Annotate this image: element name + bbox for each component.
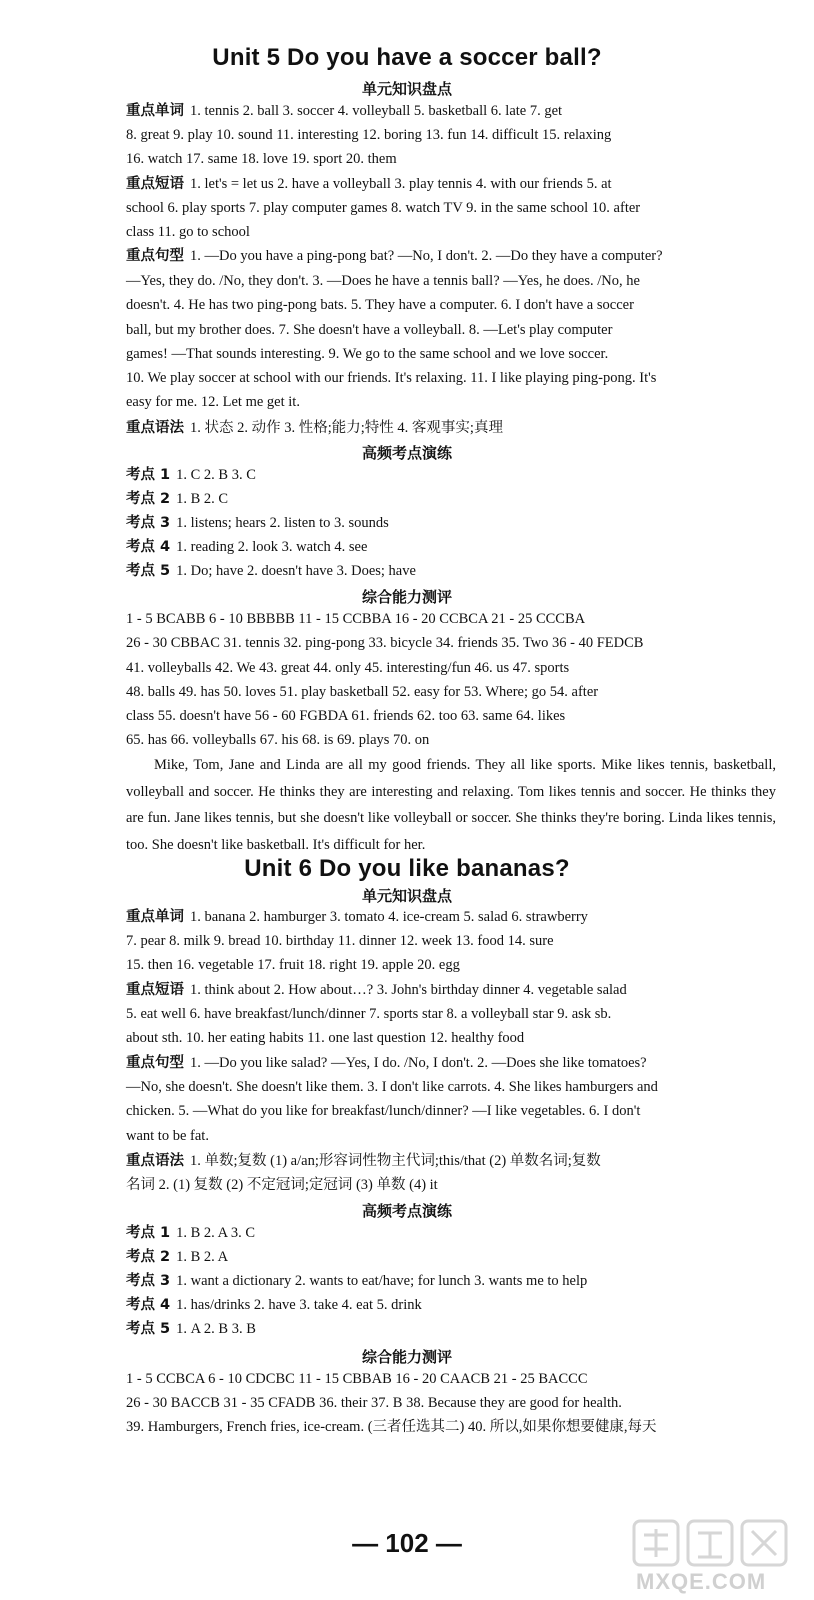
unit6-grammar-line-2: 名词 2. (1) 复数 (2) 不定冠词;定冠词 (3) 单数 (4) it [126,1177,438,1193]
unit6-words-line-2: 7. pear 8. milk 9. bread 10. birthday 11. dinner 12. week 13. food 14. sure [126,933,554,949]
unit5-test-line-2: 26 - 30 CBBAC 31. tennis 32. ping-pong 33. bicycle 34. friends 35. Two 36 - 40 FEDCB [126,635,644,651]
unit5-essay: Mike, Tom, Jane and Linda are all my good friends. They all like sports. Mike likes tennis, basketball, volleyball and soccer. He thinks they are interesting and relaxing. Tom likes tennis and soccer. He thinks they are fun. Jane likes tennis, but she doesn't like volleyball or soccer. She thinks they're boring. Linda likes tennis, too. She doesn't like basketball. It's difficult for her. [126,757,776,853]
unit5-title: Unit 5 Do you have a soccer ball? [212,44,602,71]
unit5-kd5: 考点 5 1. Do; have 2. doesn't have 3. Does; have [126,563,416,579]
unit5-sentences-line-2: —Yes, they do. /No, they don't. 3. —Does he have a tennis ball? —Yes, he does. /No, he [126,273,640,289]
unit5-kd2: 考点 2 1. B 2. C [126,491,229,507]
unit5-words-line-1: 重点单词 1. tennis 2. ball 3. soccer 4. volleyball 5. basketball 6. late 7. get [126,103,563,119]
unit5-kd4: 考点 4 1. reading 2. look 3. watch 4. see [126,539,368,555]
unit6-title: Unit 6 Do you like bananas? [244,855,570,882]
unit6-kd5: 考点 5 1. A 2. B 3. B [126,1321,256,1337]
unit6-sentences-line-3: chicken. 5. —What do you like for breakfast/lunch/dinner? —I like vegetables. 6. I don't [126,1103,641,1119]
unit6-words-label: 重点单词 [126,909,184,925]
unit5-phrases-line-3: class 11. go to school [126,224,250,240]
unit6-grammar-label: 重点语法 [126,1153,184,1169]
unit5-test-line-1: 1 - 5 BCABB 6 - 10 BBBBB 11 - 15 CCBBA 16 - 20 CCBCA 21 - 25 CCCBA [126,611,586,627]
unit5-practice-title: 高频考点演练 [361,444,452,462]
unit5-sentences-line-5: games! —That sounds interesting. 9. We go to the same school and we love soccer. [126,346,609,362]
unit6-test-title: 综合能力测评 [361,1348,452,1366]
unit5-sentences-line-7: easy for me. 12. Let me get it. [126,394,300,410]
unit6-words-line-1: 重点单词 1. banana 2. hamburger 3. tomato 4. ice-cream 5. salad 6. strawberry [126,909,588,925]
page-number: — 102 — [352,1528,462,1558]
watermark-logo [628,1515,798,1593]
unit5-words-line-3: 16. watch 17. same 18. love 19. sport 20. them [126,151,397,167]
unit6-kd1: 考点 1 1. B 2. A 3. C [126,1225,256,1241]
unit6-phrases-line-2: 5. eat well 6. have breakfast/lunch/dinner 7. sports star 8. a volleyball star 9. ask sb. [126,1006,612,1022]
watermark-text: MXQE.COM [636,1569,767,1594]
unit6-knowledge-title: 单元知识盘点 [361,887,452,905]
unit5-grammar-label: 重点语法 [126,420,184,436]
unit5-test-title: 综合能力测评 [361,588,452,606]
unit6-kd4: 考点 4 1. has/drinks 2. have 3. take 4. eat 5. drink [126,1297,422,1313]
unit6-sentences-line-4: want to be fat. [126,1128,209,1144]
unit5-words-line-2: 8. great 9. play 10. sound 11. interesting 12. boring 13. fun 14. difficult 15. relaxing [126,127,612,143]
unit5-words-label: 重点单词 [126,103,184,119]
unit5-sentences-line-4: ball, but my brother does. 7. She doesn't have a volleyball. 8. —Let's play computer [126,322,613,338]
unit5-knowledge-title: 单元知识盘点 [361,80,452,98]
unit5-test-line-6: 65. has 66. volleyballs 67. his 68. is 69. plays 70. on [126,732,430,748]
unit6-test-line-2: 26 - 30 BACCB 31 - 35 CFADB 36. their 37. B 38. Because they are good for health. [126,1395,622,1411]
unit6-grammar-line-1: 重点语法 1. 单数;复数 (1) a/an;形容词性物主代词;this/that (2) 单数名词;复数 [126,1153,601,1169]
unit6-sentences-line-1: 重点句型 1. —Do you like salad? —Yes, I do. /No, I don't. 2. —Does she like tomatoes? [126,1055,647,1071]
watermark-icon [628,1515,798,1575]
unit6-test-line-1: 1 - 5 CCBCA 6 - 10 CDCBC 11 - 15 CBBAB 16 - 20 CAACB 21 - 25 BACCC [126,1371,588,1387]
unit6-test-line-3: 39. Hamburgers, French fries, ice-cream. (三者任选其二) 40. 所以,如果你想要健康,每天 [126,1419,657,1435]
unit5-grammar-line-1: 重点语法 1. 状态 2. 动作 3. 性格;能力;特性 4. 客观事实;真理 [126,420,503,436]
unit6-sentences-label: 重点句型 [126,1055,184,1071]
unit5-phrases-label: 重点短语 [126,176,184,192]
unit6-kd3: 考点 3 1. want a dictionary 2. wants to eat/have; for lunch 3. wants me to help [126,1273,588,1289]
unit5-phrases-line-2: school 6. play sports 7. play computer games 8. watch TV 9. in the same school 10. after [126,200,641,216]
unit5-test-line-4: 48. balls 49. has 50. loves 51. play basketball 52. easy for 53. Where; go 54. after [126,684,599,700]
unit5-sentences-line-6: 10. We play soccer at school with our friends. It's relaxing. 11. I like playing ping-pong. It's [126,370,657,386]
unit5-sentences-line-1: 重点句型 1. —Do you have a ping-pong bat? —No, I don't. 2. —Do they have a computer? [126,248,663,264]
unit5-phrases-line-1: 重点短语 1. let's = let us 2. have a volleyball 3. play tennis 4. with our friends 5. at [126,176,612,192]
unit6-phrases-line-3: about sth. 10. her eating habits 11. one last question 12. healthy food [126,1030,525,1046]
unit5-test-line-3: 41. volleyballs 42. We 43. great 44. only 45. interesting/fun 46. us 47. sports [126,660,570,676]
unit5-test-line-5: class 55. doesn't have 56 - 60 FGBDA 61. friends 62. too 63. same 64. likes [126,708,566,724]
unit5-sentences-label: 重点句型 [126,248,184,264]
unit6-sentences-line-2: —No, she doesn't. She doesn't like them. 3. I don't like carrots. 4. She likes hamburgers and [126,1079,658,1095]
unit6-phrases-line-1: 重点短语 1. think about 2. How about…? 3. John's birthday dinner 4. vegetable salad [126,982,627,998]
unit5-kd3: 考点 3 1. listens; hears 2. listen to 3. sounds [126,515,389,531]
unit5-kd1: 考点 1 1. C 2. B 3. C [126,467,256,483]
unit6-phrases-label: 重点短语 [126,982,184,998]
unit6-kd2: 考点 2 1. B 2. A [126,1249,229,1265]
unit6-words-line-3: 15. then 16. vegetable 17. fruit 18. right 19. apple 20. egg [126,957,460,973]
unit6-practice-title: 高频考点演练 [361,1202,452,1220]
unit5-sentences-line-3: doesn't. 4. He has two ping-pong bats. 5. They have a computer. 6. I don't have a soccer [126,297,634,313]
